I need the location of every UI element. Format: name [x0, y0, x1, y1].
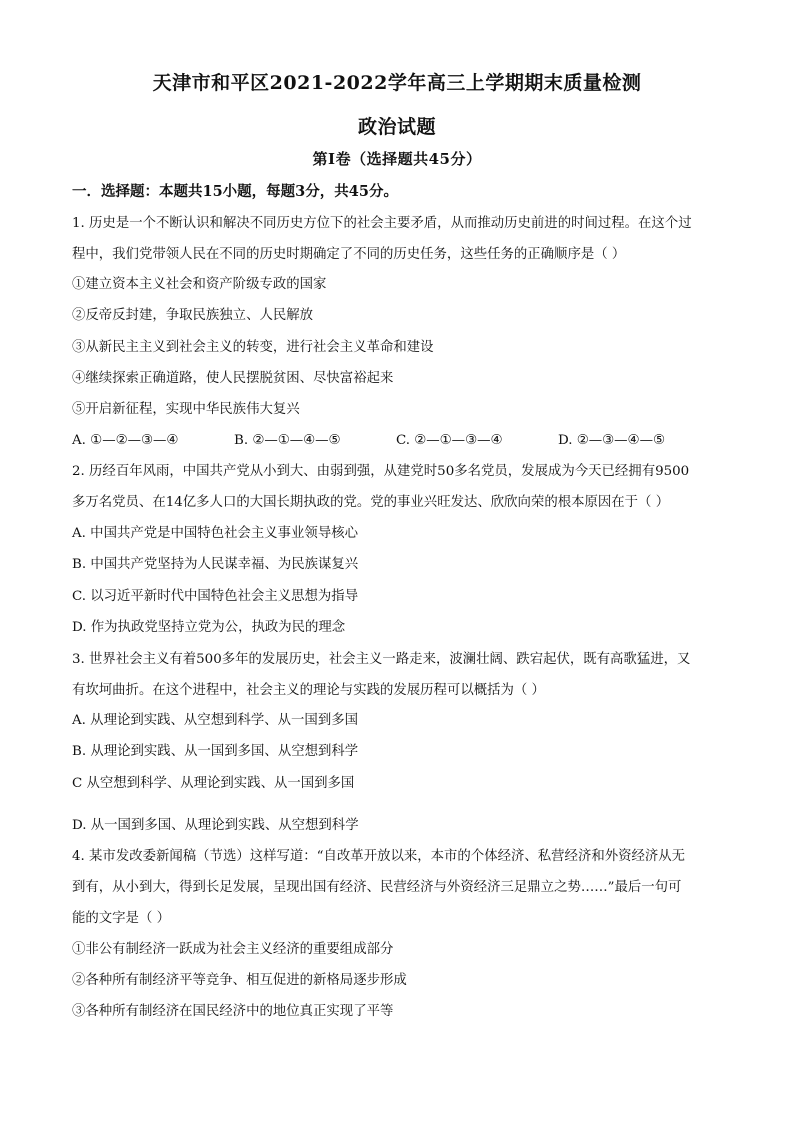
q1-option-b[interactable]: B. ②—①—④—⑤ [234, 433, 341, 448]
volume-heading: 第Ⅰ卷（选择题共45分） [312, 150, 482, 168]
q1-item: ③从新民主主义到社会主义的转变，进行社会主义革命和建设 [72, 340, 434, 355]
q3-option-c[interactable]: C 从空想到科学、从理论到实践、从一国到多国 [72, 776, 355, 791]
q1-item: ⑤开启新征程，实现中华民族伟大复兴 [72, 402, 300, 417]
q4-stem-line-2: 到有，从小到大，得到长足发展，呈现出国有经济、民营经济与外资经济三足鼎立之势……”最后一句可 [72, 880, 682, 895]
q4-stem-line-1: 4. 某市发改委新闻稿（节选）这样写道：“自改革开放以来，本市的个体经济、私营经济和外资经济从无 [72, 849, 686, 864]
q4-item: ①非公有制经济一跃成为社会主义经济的重要组成部分 [72, 942, 394, 957]
exam-title: 天津市和平区2021-2022学年高三上学期期末质量检测 [152, 72, 642, 94]
q4-stem-line-3: 能的文字是（ ） [72, 911, 170, 926]
q2-option-b[interactable]: B. 中国共产党坚持为人民谋幸福、为民族谋复兴 [72, 557, 359, 572]
q1-stem-line-1: 1. 历史是一个不断认识和解决不同历史方位下的社会主要矛盾，从而推动历史前进的时间过程。在这个过 [72, 216, 692, 231]
exam-subtitle: 政治试题 [357, 116, 436, 138]
q3-stem-line-1: 3. 世界社会主义有着500多年的发展历史，社会主义一路走来，波澜壮阔、跌宕起伏，既有高歌猛进，又 [72, 652, 691, 667]
q3-stem-line-2: 有坎坷曲折。在这个进程中，社会主义的理论与实践的发展历程可以概括为（ ） [72, 683, 545, 698]
q2-stem-line-2: 多万名党员、在14亿多人口的大国长期执政的党。党的事业兴旺发达、欣欣向荣的根本原因在于（ ） [72, 495, 670, 510]
q1-item: ①建立资本主义社会和资产阶级专政的国家 [72, 277, 327, 292]
q2-option-d[interactable]: D. 作为执政党坚持立党为公，执政为民的理念 [72, 620, 346, 635]
section-heading: 一．选择题：本题共15小题，每题3分，共45分。 [72, 183, 398, 200]
q1-item: ②反帝反封建，争取民族独立、人民解放 [72, 308, 314, 323]
q1-stem-line-2: 程中，我们党带领人民在不同的历史时期确定了不同的历史任务，这些任务的正确顺序是（ ） [72, 247, 626, 262]
q1-item: ④继续探索正确道路，使人民摆脱贫困、尽快富裕起来 [72, 371, 394, 386]
q1-options [72, 431, 732, 451]
q3-option-d[interactable]: D. 从一国到多国、从理论到实践、从空想到科学 [72, 818, 359, 833]
q4-item: ②各种所有制经济平等竞争、相互促进的新格局逐步形成 [72, 973, 407, 988]
q3-option-a[interactable]: A. 从理论到实践、从空想到科学、从一国到多国 [72, 713, 358, 728]
q1-option-c[interactable]: C. ②—①—③—④ [396, 433, 503, 448]
q2-option-c[interactable]: C. 以习近平新时代中国特色社会主义思想为指导 [72, 589, 359, 604]
q2-stem-line-1: 2. 历经百年风雨，中国共产党从小到大、由弱到强，从建党时50多名党员，发展成为今天已经拥有9500 [72, 464, 690, 479]
q3-option-b[interactable]: B. 从理论到实践、从一国到多国、从空想到科学 [72, 744, 359, 759]
q2-option-a[interactable]: A. 中国共产党是中国特色社会主义事业领导核心 [72, 526, 358, 541]
q1-option-a[interactable]: A. ①—②—③—④ [72, 433, 179, 448]
q1-option-d[interactable]: D. ②—③—④—⑤ [558, 433, 665, 448]
q4-item: ③各种所有制经济在国民经济中的地位真正实现了平等 [72, 1004, 394, 1019]
